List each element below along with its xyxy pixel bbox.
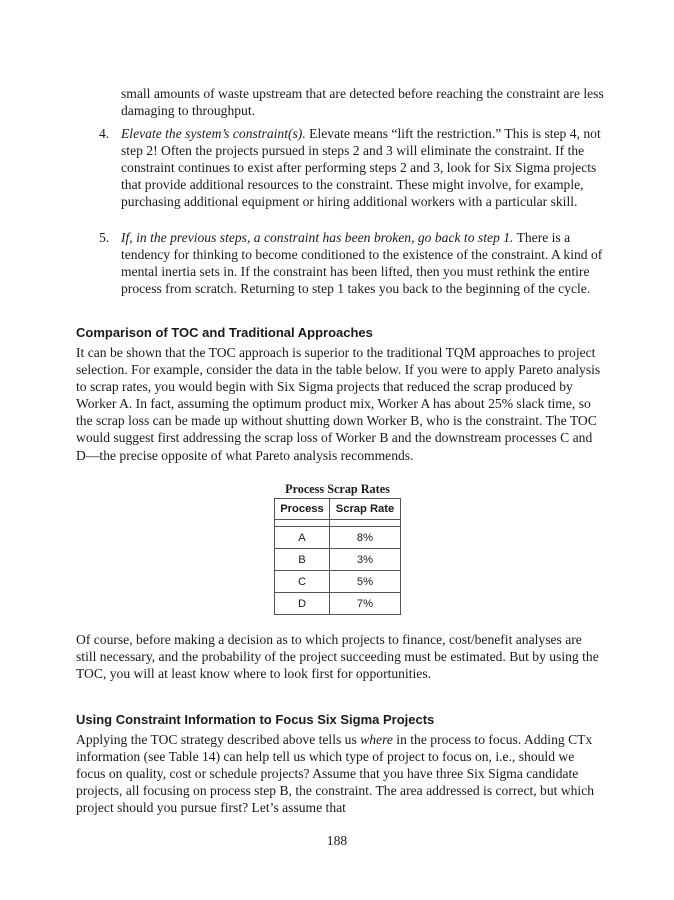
continuation-paragraph: small amounts of waste upstream that are detected before reaching the constraint are less damaging to throughput. (121, 86, 604, 119)
table-cell-scrap-rate: 3% (330, 549, 401, 571)
list-item-number: 5. (99, 230, 110, 245)
table-cell-scrap-rate: 5% (330, 571, 401, 593)
table-cell-process: A (275, 527, 330, 549)
constraint-information-paragraph (76, 731, 604, 816)
emphasis-where: where (360, 732, 393, 747)
table-cell-scrap-rate: 7% (330, 593, 401, 615)
table-spacer-row (275, 520, 401, 527)
table-caption: Process Scrap Rates (285, 482, 390, 496)
paragraph-text-end: in the process to focus. Adding CTx information (see Table 14) can help tell us which type of project to focus on, i.e., should we focus on quality, cost or schedule projects? Assume that you have three Six Sigma candidate projects, all focusing on process step B, the constraint. The area addressed is correct, but which project should you pursue first? Let’s assume that (76, 732, 595, 816)
scrap-rates-table (274, 498, 401, 615)
list-item-body (121, 229, 613, 297)
step-title: If, in the previous steps, a constraint has been broken, go back to step 1. (121, 230, 514, 245)
decision-paragraph: Of course, before making a decision as to which projects to finance, cost/benefit analyses are still necessary, and the probability of the project succeeding must be estimated. But by using the TOC, you will at least know where to look first for opportunities. (76, 632, 599, 682)
step-text: There is a tendency for thinking to become conditioned to the existence of the constraint. A kind of mental inertia sets in. If the constraint has been lifted, then you must rethink the entire process from scratch. Returning to step 1 takes you back to the beginning of the cycle. (121, 230, 603, 297)
table-cell-scrap-rate: 8% (330, 527, 401, 549)
comparison-paragraph: It can be shown that the TOC approach is superior to the traditional TQM approaches to project selection. For example, consider the data in the table below. If you were to apply Pareto analysis to scrap rates, you would begin with Six Sigma projects that reduced the scrap produced by Worker A. In fact, assuming the optimum product mix, Worker A has about 25% slack time, so the scrap loss can be made up without shutting down Worker B, who is the constraint. The TOC would suggest first addressing the scrap loss of Worker B and the downstream processes C and D—the precise opposite of what Pareto analysis recommends. (76, 345, 601, 463)
table-row (275, 571, 401, 593)
section-heading-constraint-information: Using Constraint Information to Focus Six Sigma Projects (76, 712, 435, 727)
paragraph-text-start: Applying the TOC strategy described above tells us (76, 732, 361, 747)
table-row (275, 527, 401, 549)
step-title: Elevate the system’s constraint(s). (121, 126, 306, 141)
table-row (275, 593, 401, 615)
column-header-process: Process (275, 499, 330, 520)
section-heading-comparison: Comparison of TOC and Traditional Approaches (76, 325, 373, 340)
table-row (275, 549, 401, 571)
table-cell-process: D (275, 593, 330, 615)
column-header-scrap-rate: Scrap Rate (330, 499, 401, 520)
step-text: Elevate means “lift the restriction.” This is step 4, not step 2! Often the projects pursued in steps 2 and 3 will eliminate the constraint. If the constraint continues to exist after performing steps 2 and 3, look for Six Sigma projects that provide additional resources to the constraint. These might involve, for example, purchasing additional equipment or hiring additional workers with a particular skill. (121, 126, 601, 210)
table-cell-process: B (275, 549, 330, 571)
list-item-body (121, 125, 613, 210)
table-header-row (275, 499, 401, 520)
list-item-number: 4. (99, 126, 110, 141)
page-number: 188 (326, 833, 348, 848)
table-cell-process: C (275, 571, 330, 593)
